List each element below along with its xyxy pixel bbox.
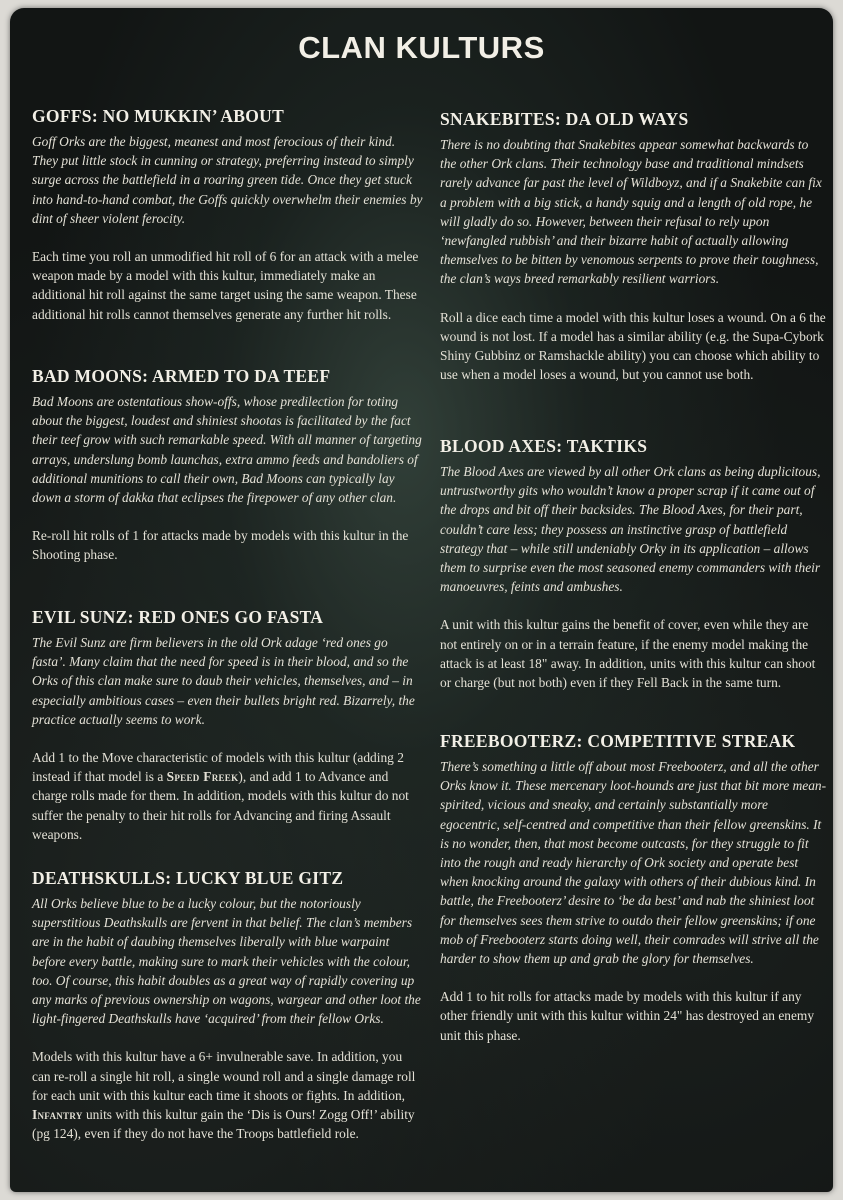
section-heading: GOFFS: NO MUKKIN’ ABOUT [32, 106, 285, 126]
rule-text: units with this kultur gain the ‘Dis is Ours! Zogg Off!’ ability (pg 124), even if they do not have the Troops battlefield role. [32, 1107, 415, 1142]
section-heading: DEATHSKULLS: LUCKY BLUE GITZ [32, 868, 344, 888]
section-bad-moons [32, 366, 424, 565]
section-heading: BLOOD AXES: TAKTIKS [440, 436, 648, 456]
section-heading: FREEBOOTERZ: COMPETITIVE STREAK [440, 731, 796, 751]
keyword-speed-freek: Speed Freek [166, 769, 239, 785]
section-deathskulls [32, 868, 424, 1143]
section-heading: BAD MOONS: ARMED TO DA TEEF [32, 366, 331, 386]
section-rule: A unit with this kultur gains the benefit of cover, even while they are not entirely on or in a terrain feature, if the enemy model making the attack is at least 18" away. In addition, units with this kultur can shoot or charge (but not both) even if they Fell Back in the same turn. [440, 617, 816, 691]
section-lore: There is no doubting that Snakebites appear somewhat backwards to the other Ork clans. Their technology base and traditional mindsets rarely advance far past the level of Wildboyz, and if a Snakebite can fix a problem with a big stick, a handy squig and a length of old rope, he will gladly do so. However, between their refusal to rely upon ‘newfangled rubbish’ and their bizarre habit of actually allowing themselves to be bitten by venomous serpents to prove their toughness, the clan’s ways breed remarkably resilient warriors. [440, 137, 822, 287]
section-blood-axes [440, 436, 828, 692]
section-heading: SNAKEBITES: DA OLD WAYS [440, 109, 689, 129]
section-rule: Roll a dice each time a model with this kultur loses a wound. On a 6 the wound is not lost. If a model has a similar ability (e.g. the Supa-Cybork Shiny Gubbinz or Ramshackle ability) you can choose which ability to use when a model loses a wound, but you cannot use both. [440, 309, 826, 383]
page-title: CLAN KULTURS [298, 30, 545, 65]
section-heading: EVIL SUNZ: RED ONES GO FASTA [32, 607, 324, 627]
keyword-infantry: Infantry [32, 1107, 83, 1123]
section-lore: All Orks believe blue to be a lucky colour, but the notoriously superstitious Deathskulls are fervent in that belief. The clan’s members are in the habit of daubing themselves liberally with blue warpaint before every battle, making sure to mark their vehicles with the colour, too. Of course, this habit doubles as a great way of rapidly covering up any marks of previous ownership on wagons, wargear and other loot the light-fingered Deathskulls have ‘acquired’ from their fellow Orks. [32, 896, 421, 1027]
rule-text: ), and add 1 to Advance and charge rolls made for them. In addition, models with this kultur do not suffer the penalty to their hit rolls for Advancing and firing Assault weapons. [32, 769, 409, 842]
section-rule [32, 748, 424, 844]
section-goffs [32, 106, 424, 324]
section-rule: Each time you roll an unmodified hit roll of 6 for an attack with a melee weapon made by a model with this kultur, immediately make an additional hit roll against the same target using the same weapon. These additional hit rolls cannot themselves generate any further hit rolls. [32, 249, 419, 322]
section-lore: Bad Moons are ostentatious show-offs, whose predilection for toting about the biggest, loudest and shiniest shootas is facilitated by the fact their teef grow with such remarkable speed. With all manner of targeting arrays, underslung bomb launchas, extra ammo feeds and bandoliers of additional munitions to call their own, Bad Moons can typically lay down a storm of dakka that eclipses the firepower of any other clan. [32, 394, 422, 506]
rule-text: Add 1 to the Move characteristic of models with this kultur (adding 2 instead if that model is a [32, 750, 404, 785]
section-freebooterz [440, 731, 828, 1045]
section-rule: Re-roll hit rolls of 1 for attacks made by models with this kultur in the Shooting phase. [32, 528, 409, 563]
section-lore: Goff Orks are the biggest, meanest and most ferocious of their kind. They put little stock in cunning or strategy, preferring instead to simply surge across the battlefield in a roaring green tide. Once they get stuck into hand-to-hand combat, the Goffs quickly overwhelm their enemies by dint of sheer violent ferocity. [32, 134, 423, 226]
section-evil-sunz [32, 607, 424, 844]
section-rule: Add 1 to hit rolls for attacks made by models with this kultur if any other friendly unit with this kultur within 24" has destroyed an enemy unit this phase. [440, 989, 815, 1043]
codex-page [10, 8, 833, 1192]
section-lore: The Evil Sunz are firm believers in the old Ork adage ‘red ones go fasta’. Many claim that the need for speed is in their blood, and so the Orks of this clan make sure to daub their vehicles, themselves, and – in especially ambitious cases – even their bullets bright red. Bizarrely, the practice actually seems to work. [32, 635, 415, 727]
section-rule [32, 1047, 424, 1143]
rule-text: Models with this kultur have a 6+ invulnerable save. In addition, you can re-roll a single hit roll, a single wound roll and a single damage roll for each unit with this kultur each time it shoots or fights. In addition, [32, 1049, 416, 1103]
section-lore: The Blood Axes are viewed by all other Ork clans as being duplicitous, untrustworthy gits who wouldn’t know a proper scrap if it came out of the drops and bit off their backsides. The Blood Axes, for their part, couldn’t care less; they possess an instinctive grasp of battlefield strategy that – while still undeniably Orky in its application – allows them to surprise even the most seasoned enemy commanders with their manoeuvres, feints and ambushes. [440, 464, 821, 595]
section-lore: There’s something a little off about most Freebooterz, and all the other Orks know it. These mercenary loot-hounds are just that bit more mean-spirited, vicious and sneaky, and certainly substantially more egocentric, self-centred and competitive than their fellow greenskins. It is no wonder, then, that most become outcasts, for they struggle to fit into the rough and ready hierarchy of Ork society and operate best when knocking around the galaxy with others of their dubious kind. In battle, the Freebooterz’ desire to ‘be da best’ and nab the shiniest loot for themselves sees them strive to outdo their fellow greenskins; if one mob of Freebooterz starts doing well, their comrades will strive all the harder to show them up and grab the glory for themselves. [440, 759, 827, 967]
section-snakebites [440, 109, 828, 384]
